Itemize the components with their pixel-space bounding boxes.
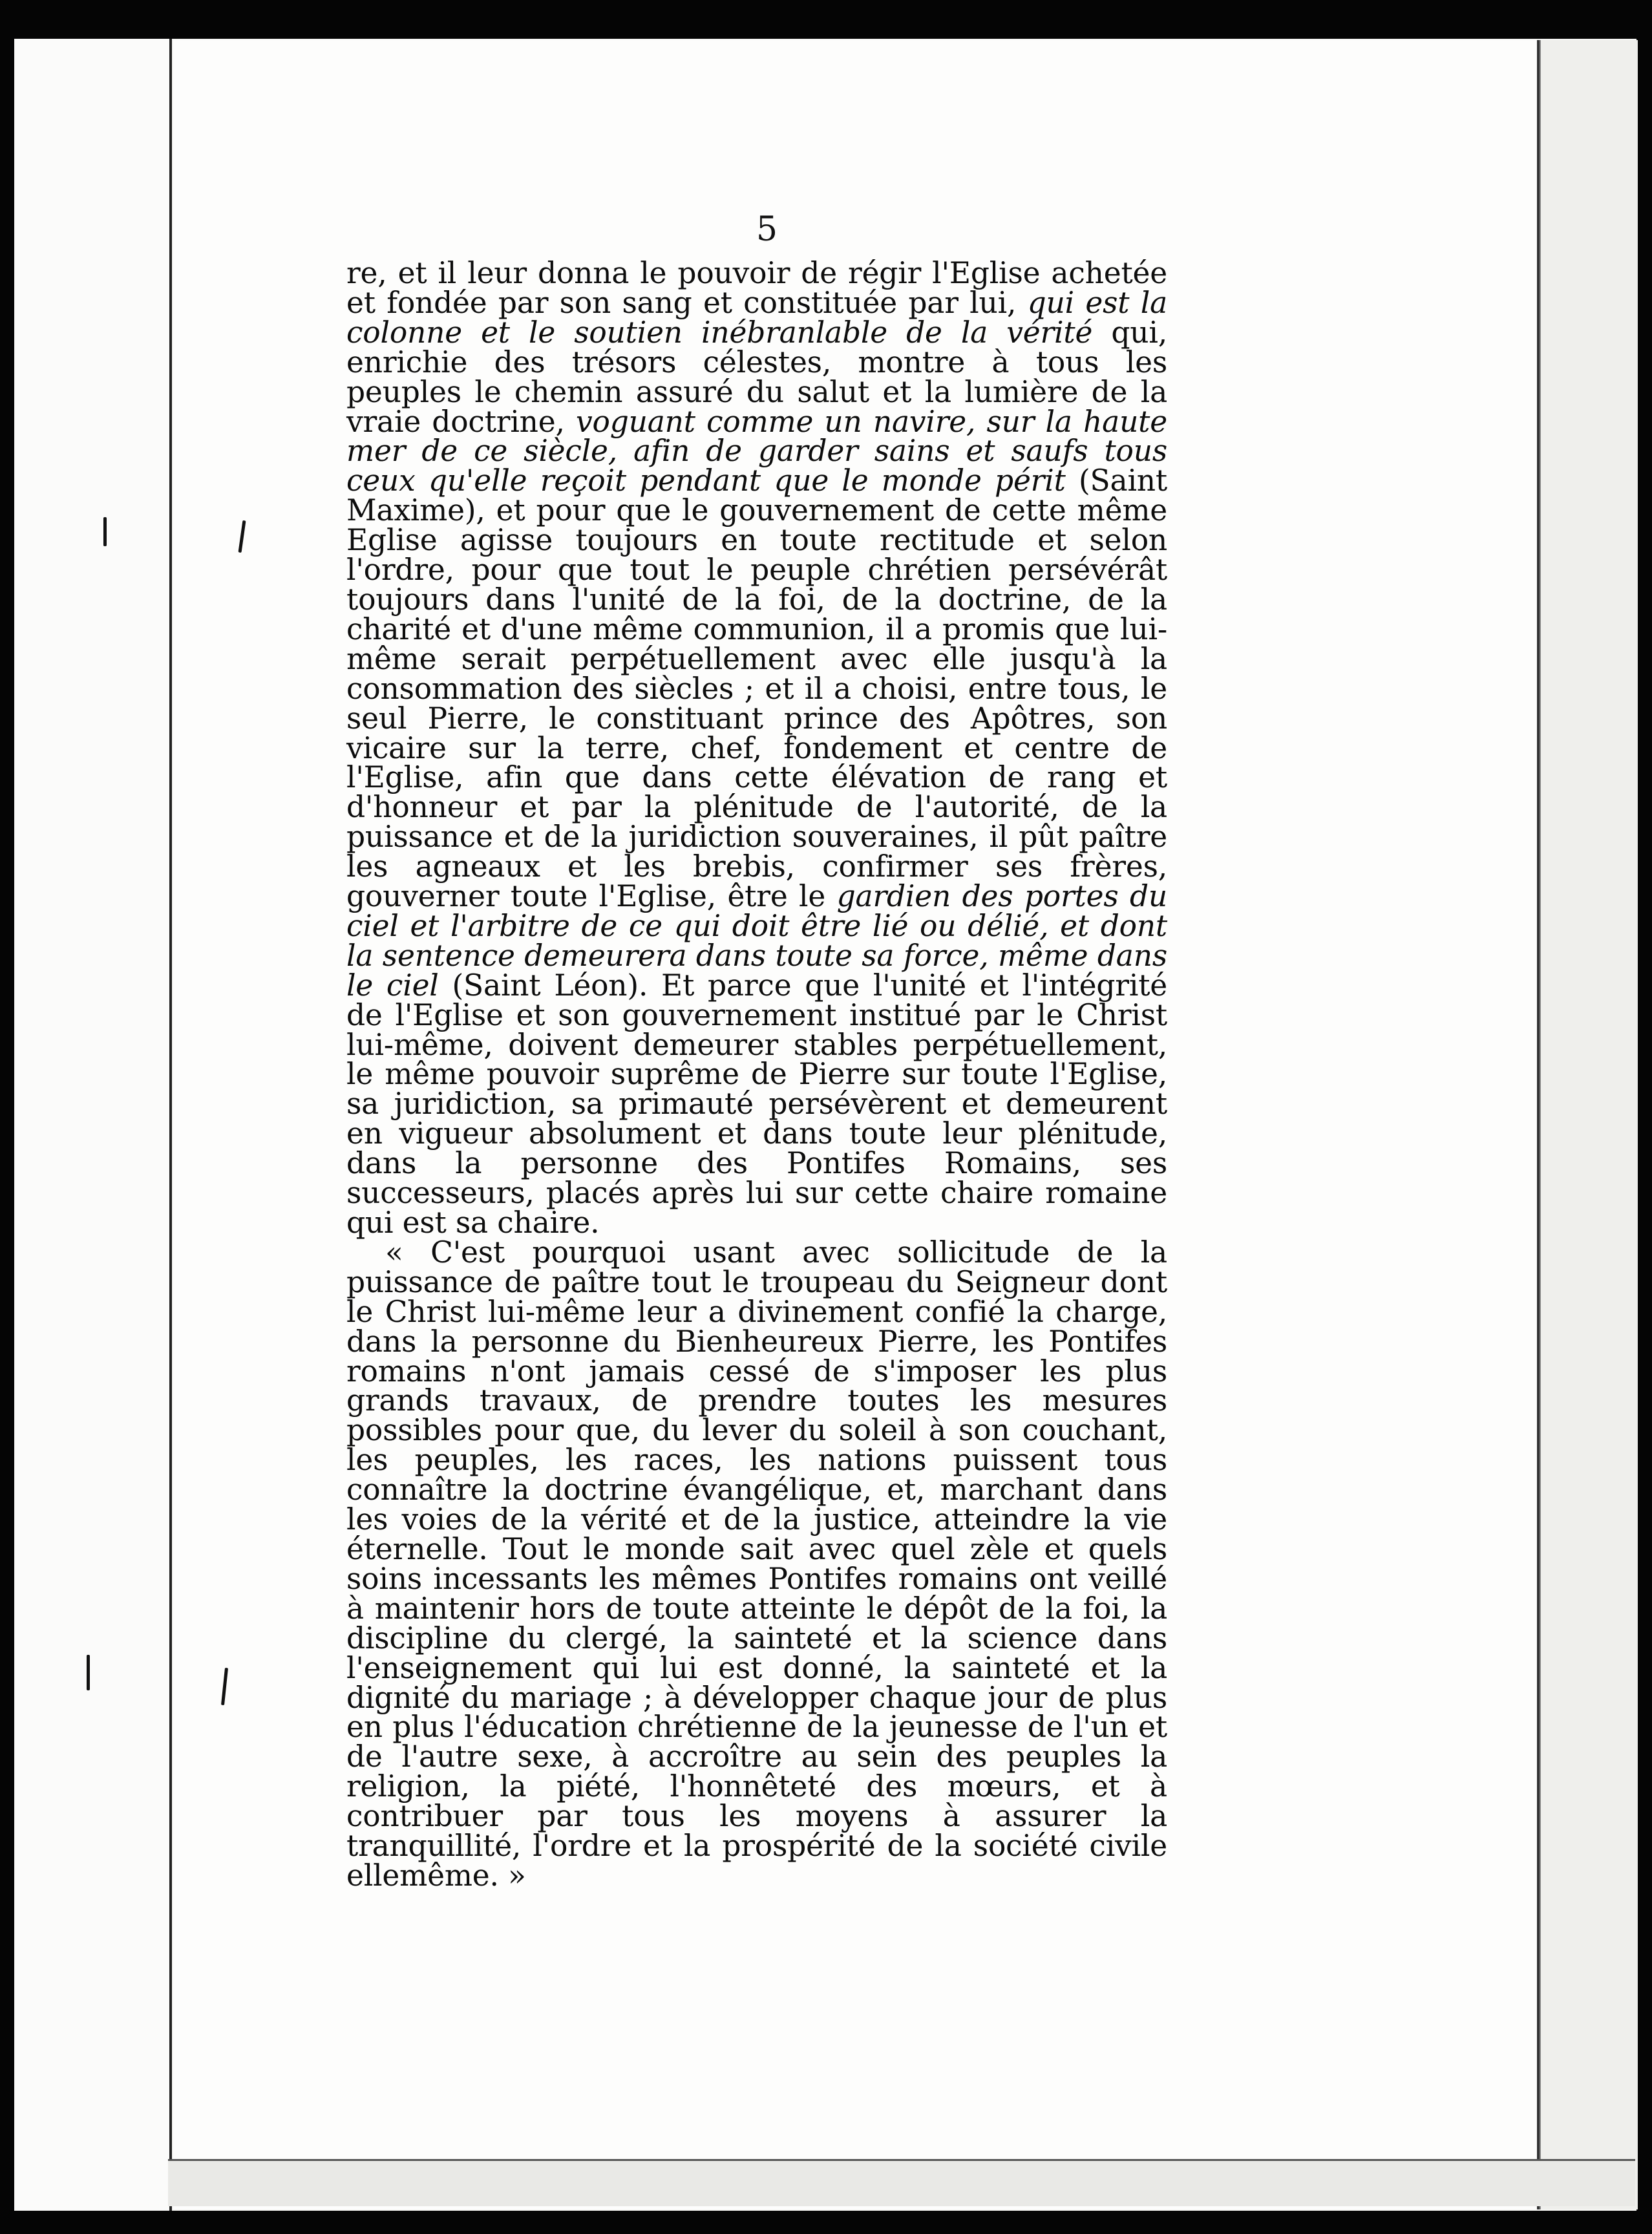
margin-mark (103, 517, 107, 546)
italic-quotation: voguant comme un navire, sur la haute mer de ce siècle, afin de garder sains et saufs tous ceux qu'elle reçoit pendant que le monde périt (346, 404, 1167, 498)
text-segment: « C'est pourquoi usant avec sollicitude de la puissance de paître tout le troupeau du Seigneur dont le Christ lui-même leur a divinement confié la charge, dans la personne du Bienheureux Pierre, les Pontifes romains n'ont jamais cessé de s'imposer les plus grands travaux, de prendre toutes les mesures possibles pour que, du lever du soleil à son couchant, les peuples, les races, les nations puissent tous connaître la doctrine évangélique, et, marchant dans les voies de la vérité et de la justice, atteindre la vie éternelle. Tout le monde sait avec quel zèle et quels soins incessants les mêmes Pontifes romains ont veillé à maintenir hors de toute atteinte le dépôt de la foi, la discipline du clergé, la sainteté et la science dans l'enseignement qui lui est donné, la sainteté et la dignité du mariage ; à développer chaque jour de plus en plus l'éducation chrétienne de la jeunesse de l'un et de l'autre sexe, à accroître au sein des peuples la religion, la piété, l'honnêteté des mœurs, et à contribuer par tous les moyens à assurer la tranquillité, l'ordre et la prospérité de la société civile ellemême. » (346, 1235, 1167, 1893)
bottom-page-edge (168, 2159, 1635, 2206)
italic-quotation: qui est la colonne et le soutien inébranlable de la vérité (346, 285, 1167, 350)
paragraph-1 (346, 256, 1168, 1240)
right-page-edge (1540, 40, 1638, 2209)
body-text (346, 256, 1168, 1893)
italic-quotation: gardien des portes du ciel et l'arbitre de ce qui doit être lié ou délié, et dont la sentence demeurera dans toute sa force, même dans le ciel (346, 879, 1168, 1003)
text-segment: qui, enrichie des trésors célestes, montre à tous les peuples le chemin assuré du salut et la lumière de la vraie doctrine, (346, 315, 1167, 439)
text-segment: (Saint Maxime), et pour que le gouvernement de cette même Eglise agisse toujours en toute rectitude et selon l'ordre, pour que tout le peuple chrétien persévérât toujours dans l'unité de la foi, de la doctrine, de la charité et d'une même communion, il a promis que lui-même serait perpétuellement avec elle jusqu'à la consommation des siècles ; et il a choisi, entre tous, le seul Pierre, le constituant prince des Apôtres, son vicaire sur la terre, chef, fondement et centre de l'Eglise, afin que dans cette élévation de rang et d'honneur et par la plénitude de l'autorité, de la puissance et de la juridiction souveraines, il pût paître les agneaux et les brebis, confirmer ses frères, gouverner toute l'Eglise, être le (346, 463, 1167, 914)
text-segment: re, et il leur donna le pouvoir de régir l'Eglise achetée et fondée par son sang et constituée par lui, (346, 256, 1167, 320)
paragraph-2 (346, 1235, 1167, 1893)
page-number: 5 (756, 210, 778, 249)
left-page-edge (14, 39, 172, 2211)
text-segment: (Saint Léon). Et parce que l'unité et l'intégrité de l'Eglise et son gouvernement institué par le Christ lui-même, doivent demeurer stables perpétuellement, le même pouvoir suprême de Pierre sur toute l'Eglise, sa juridiction, sa primauté persévèrent et demeurent en vigueur absolument et dans toute leur plénitude, dans la personne des Pontifes Romains, ses successeurs, placés après lui sur cette chaire romaine qui est sa chaire. (346, 968, 1168, 1240)
margin-mark (87, 1655, 90, 1690)
